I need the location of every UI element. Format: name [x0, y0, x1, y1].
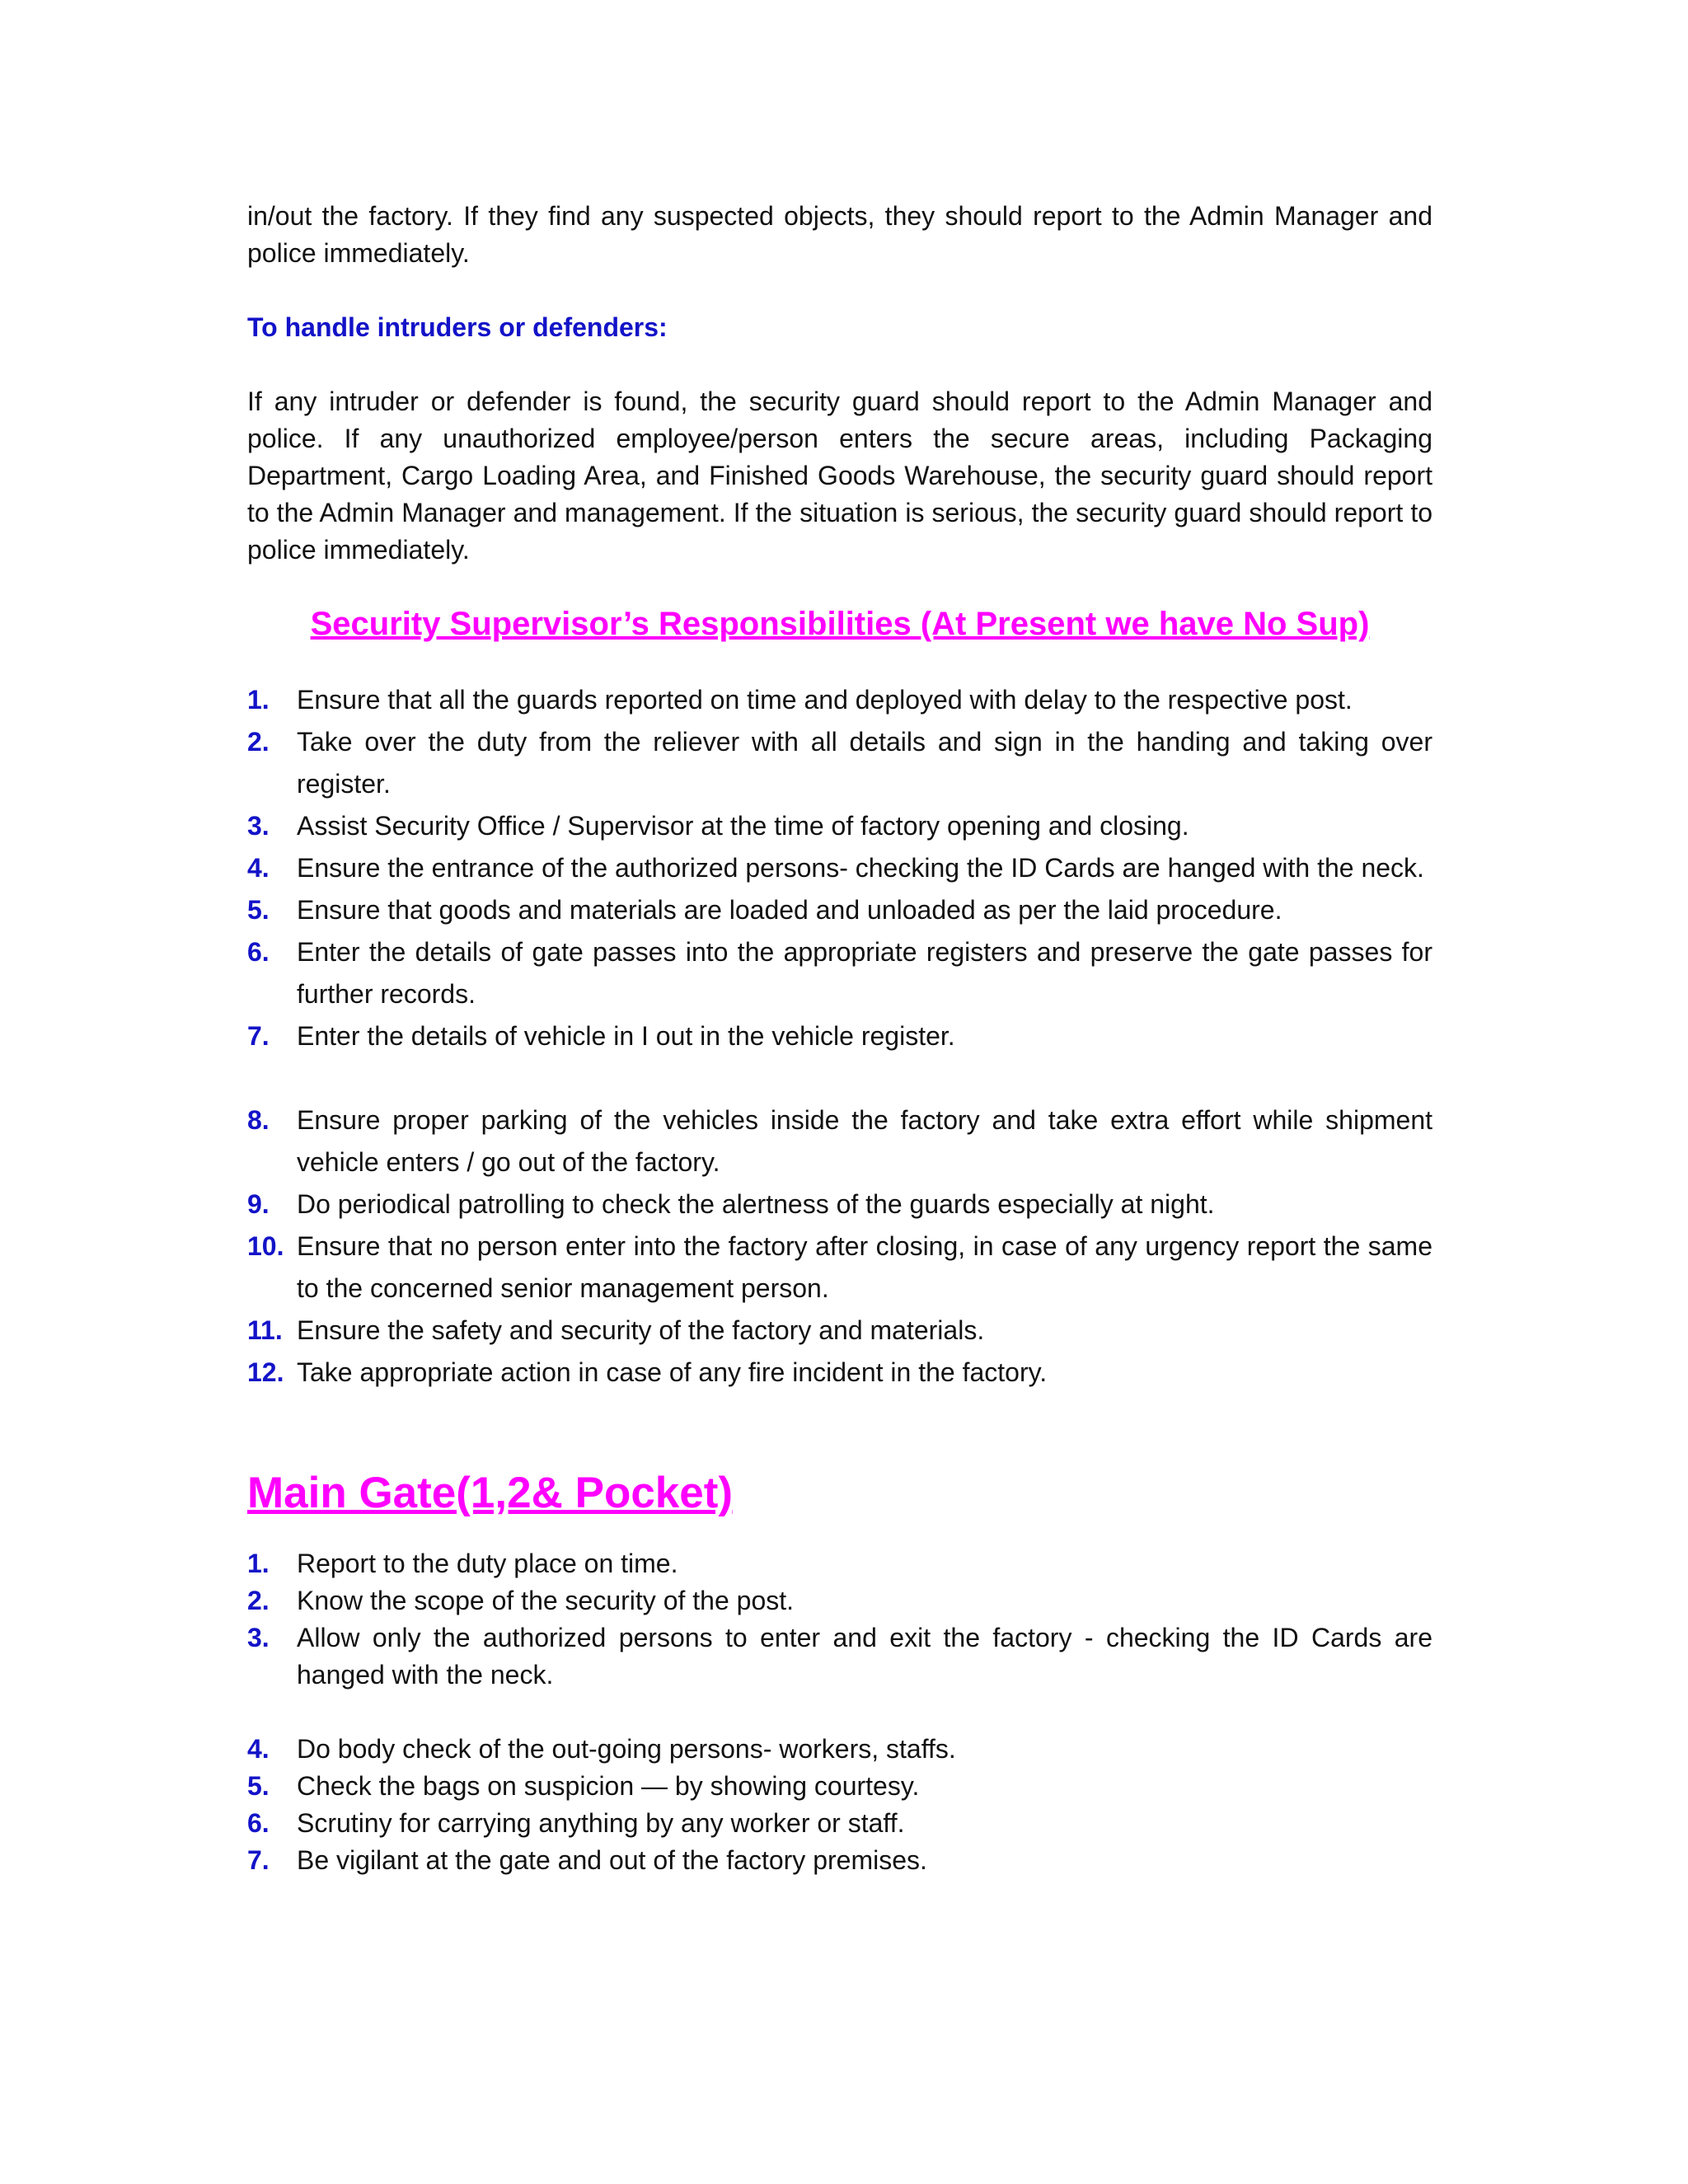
- list-item: [247, 679, 1432, 721]
- supervisor-responsibilities-list: [247, 679, 1432, 1394]
- intro-continuation-paragraph: in/out the factory. If they find any suspected objects, they should report to the Admin Manager and police immediately.: [247, 201, 1432, 268]
- list-item-text: Ensure the entrance of the authorized persons- checking the ID Cards are hanged with the neck.: [297, 853, 1424, 883]
- list-item-text: Enter the details of gate passes into the appropriate registers and preserve the gate passes for further records.: [297, 937, 1432, 1009]
- list-item: [247, 721, 1432, 805]
- list-item: [247, 1805, 1432, 1842]
- list-number: 9.: [247, 1189, 270, 1219]
- list-item: [247, 1619, 1432, 1694]
- list-item-text: Take appropriate action in case of any fire incident in the factory.: [297, 1357, 1048, 1387]
- list-item-text: Report to the duty place on time.: [297, 1549, 678, 1578]
- list-item: [247, 1545, 1432, 1582]
- list-number: 1.: [247, 685, 270, 715]
- list-item: [247, 1310, 1432, 1352]
- list-item-text: Ensure that goods and materials are loaded and unloaded as per the laid procedure.: [297, 895, 1282, 925]
- list-number: 6.: [247, 937, 270, 967]
- list-number: 2.: [247, 727, 270, 757]
- supervisor-section-title: Security Supervisor’s Responsibilities (At Present we have No Sup): [310, 606, 1370, 642]
- list-item-text: Scrutiny for carrying anything by any worker or staff.: [297, 1808, 905, 1838]
- list-item: [247, 931, 1432, 1015]
- list-item-text: Be vigilant at the gate and out of the factory premises.: [297, 1845, 927, 1875]
- list-number: 6.: [247, 1808, 270, 1838]
- list-item: [247, 1842, 1432, 1879]
- list-number: 7.: [247, 1021, 270, 1051]
- list-number: 3.: [247, 811, 270, 841]
- page-content: [247, 198, 1432, 1879]
- list-item-text: Do body check of the out-going persons- workers, staffs.: [297, 1734, 956, 1764]
- list-number: 11.: [247, 1315, 283, 1345]
- list-item: [247, 1226, 1432, 1310]
- list-number: 4.: [247, 1734, 270, 1764]
- list-item: [247, 889, 1432, 931]
- main-gate-duties-list: [247, 1545, 1432, 1879]
- list-item-text: Ensure proper parking of the vehicles inside the factory and take extra effort while shipment vehicle enters / go out of the factory.: [297, 1105, 1432, 1177]
- list-number: 5.: [247, 1771, 270, 1801]
- list-item: [247, 1099, 1432, 1183]
- list-number: 4.: [247, 853, 270, 883]
- list-item: [247, 1183, 1432, 1226]
- list-item: [247, 805, 1432, 847]
- list-item-text: Check the bags on suspicion — by showing courtesy.: [297, 1771, 920, 1801]
- list-item-text: Ensure that no person enter into the factory after closing, in case of any urgency report the same to the concerned senior management person.: [297, 1231, 1432, 1303]
- list-item-text: Know the scope of the security of the post.: [297, 1586, 795, 1615]
- list-item: [247, 1731, 1432, 1768]
- list-number: 2.: [247, 1586, 270, 1615]
- list-item-text: Enter the details of vehicle in I out in the vehicle register.: [297, 1021, 955, 1051]
- list-number: 3.: [247, 1623, 270, 1652]
- list-item-text: Do periodical patrolling to check the alertness of the guards especially at night.: [297, 1189, 1215, 1219]
- list-item: [247, 1352, 1432, 1394]
- list-number: 5.: [247, 895, 270, 925]
- list-number: 12.: [247, 1357, 284, 1387]
- list-item-text: Assist Security Office / Supervisor at the time of factory opening and closing.: [297, 811, 1189, 841]
- list-item: [247, 1582, 1432, 1619]
- list-item-text: Ensure that all the guards reported on time and deployed with delay to the respective post.: [297, 685, 1353, 715]
- list-item-text: Allow only the authorized persons to enter and exit the factory - checking the ID Cards are hanged with the neck.: [297, 1623, 1432, 1690]
- list-number: 8.: [247, 1105, 270, 1135]
- list-number: 7.: [247, 1845, 270, 1875]
- list-item: [247, 847, 1432, 889]
- list-number: 10.: [247, 1231, 284, 1261]
- intruders-paragraph: If any intruder or defender is found, the security guard should report to the Admin Manager and police. If any unauthorized employee/person enters the secure areas, including Packaging Department, Cargo Loading Area, and Finished Goods Warehouse, the security guard should report to the Admin Manager and management. If the situation is serious, the security guard should report to police immediately.: [247, 387, 1432, 565]
- intruders-heading: To handle intruders or defenders:: [247, 312, 668, 342]
- main-gate-section-title: Main Gate(1,2& Pocket): [247, 1469, 734, 1517]
- list-item-text: Take over the duty from the reliever with all details and sign in the handing and taking over register.: [297, 727, 1432, 799]
- list-item-text: Ensure the safety and security of the factory and materials.: [297, 1315, 985, 1345]
- list-number: 1.: [247, 1549, 270, 1578]
- list-item: [247, 1015, 1432, 1057]
- list-item: [247, 1768, 1432, 1805]
